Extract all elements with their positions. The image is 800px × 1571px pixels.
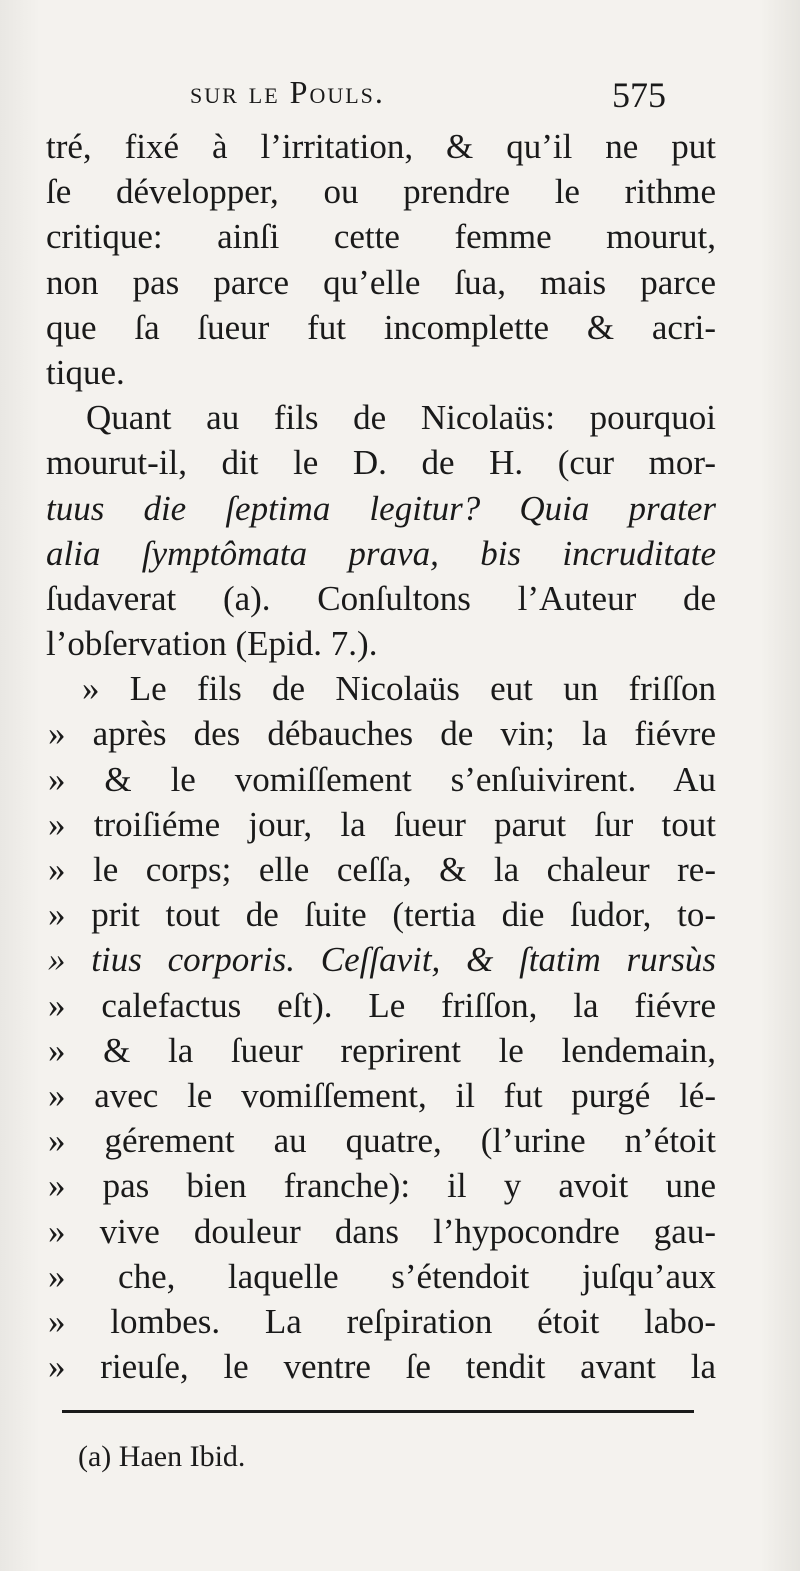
text-line: » gérement au quatre, (l’urine n’étoit — [48, 1121, 716, 1161]
text-line: » troiſiéme jour, la ſueur parut ſur tout — [48, 804, 716, 844]
running-title: sur le Pouls. — [190, 74, 385, 110]
text-line: » & le vomiſſement s’enſuivirent. Au — [48, 759, 716, 799]
text-line: alia ſymptômata prava, bis incruditate — [46, 533, 716, 573]
text-line: ſe développer, ou prendre le rithme — [46, 172, 716, 212]
text-line: » rieuſe, le ventre ſe tendit avant la — [48, 1347, 716, 1387]
footnote-rule — [62, 1410, 694, 1413]
text-line: non pas parce qu’elle ſua, mais parce — [46, 262, 716, 302]
text-line: » & la ſueur reprirent le lendemain, — [48, 1030, 716, 1070]
text-line: » avec le vomiſſement, il fut purgé lé- — [48, 1075, 716, 1115]
text-line: que ſa ſueur fut incomplette & acri- — [46, 307, 716, 347]
text-line: ſudaverat (a). Conſultons l’Auteur de — [46, 578, 716, 618]
text-line: » che, laquelle s’étendoit juſqu’aux — [48, 1256, 716, 1296]
paragraph-2 — [46, 395, 716, 666]
text-line: Quant au fils de Nicolaüs: pourquoi — [86, 398, 716, 438]
text-line: » prit tout de ſuite (tertia die ſudor, to- — [48, 895, 716, 935]
page-number: 575 — [612, 75, 666, 115]
text-line: » calefactus eſt). Le friſſon, la fiévre — [48, 985, 716, 1025]
text-line: » vive douleur dans l’hypocondre gau- — [48, 1211, 716, 1251]
text-line: tique. — [46, 352, 125, 392]
footnote: (a) Haen Ibid. — [78, 1440, 246, 1473]
body-text — [46, 124, 716, 1389]
text-line: » le corps; elle ceſſa, & la chaleur re- — [48, 850, 716, 889]
paragraph-1 — [46, 124, 716, 395]
text-line: l’obſervation (Epid. 7.). — [46, 624, 378, 664]
text-line: » tius corporis. Ceſſavit, & ſtatim rursùs — [48, 940, 716, 980]
running-head — [0, 74, 800, 114]
text-line: tré, fixé à l’irritation, & qu’il ne put — [46, 127, 716, 166]
text-line: mourut-il, dit le D. de H. (cur mor- — [46, 443, 716, 483]
text-line: » pas bien franche): il y avoit une — [48, 1166, 716, 1206]
text-line: » Le fils de Nicolaüs eut un friſſon — [82, 669, 716, 709]
text-line: » après des débauches de vin; la fiévre — [48, 714, 716, 754]
text-line: » lombes. La reſpiration étoit labo- — [48, 1301, 716, 1341]
paragraph-3 — [46, 666, 716, 1389]
text-line: critique: ainſi cette femme mourut, — [46, 217, 716, 257]
text-line: tuus die ſeptima legitur? Quia prater — [46, 488, 716, 528]
